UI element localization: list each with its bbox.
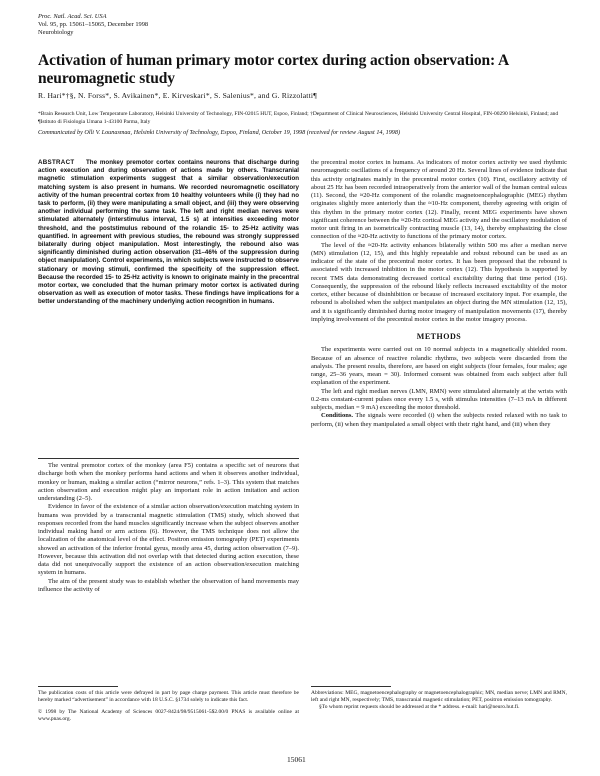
- section-name: Neurobiology: [38, 29, 74, 36]
- abstract-label: ABSTRACT: [38, 159, 75, 166]
- volume-line: Vol. 95, pp. 15061–15065, December 1998: [38, 21, 149, 28]
- methods-paragraph: The experiments were carried out on 10 normal subjects in a magnetically shielded room. Because of an absence of reactive rolandic rhythms, two subjects were discarded from the analysis. The present results, therefore, are based on eight subjects (four females, four males; age range, 25–36 years, mean = 30). Informed consent was obtained from each subject after full explanation of the experiment.: [311, 346, 567, 387]
- abstract-text: The monkey premotor cortex contains neurons that discharge during action execution and during observation of actions made by others. Transcranial magnetic stimulation experiments suggest that a similar observation/execution matching system is also present in humans. We recorded neuromagnetic oscillatory activity of the human precentral cortex from 10 healthy volunteers while (i) they had no task to perform, (ii) they were manipulating a small object, and (iii) they were observing another individual performing the same task. The left and right median nerves were stimulated alternately (interstimulus interval, 1.5 s) at intensities exceeding motor threshold, and the poststimulus rebound of the rolandic 15- to 25-Hz activity was quantified. In agreement with previous studies, the rebound was strongly suppressed bilaterally during object manipulation. Most interestingly, the rebound also was significantly diminished during action observation (31–46% of the suppression during object manipulation). Control experiments, in which subjects were instructed to observe stationary or moving stimuli, confirmed the specificity of the suppression effect. Because the recorded 15- to 25-Hz activity is known to originate mainly in the precentral motor cortex, we concluded that the human primary motor cortex is activated during observation as well as execution of motor tasks. These findings have implications for a better understanding of the machinery underlying action recognition in humans.: [38, 159, 299, 306]
- journal-name: Proc. Natl. Acad. Sci. USA: [38, 13, 107, 20]
- methods-paragraph: The left and right median nerves (LMN, RMN) were stimulated alternately at the wrists with 0.2-ms constant-current pulses once every 1.5 s, with stimulus intensities (7–13 mA in different subjects, median = 9 mA) exceeding the motor threshold.: [311, 387, 567, 411]
- body-paragraph: The level of the ≈20-Hz activity enhances bilaterally within 500 ms after a median nerve (MN) stimulation (12, 15), and this highly repeatable and robust rebound can be used as an indicator of the state of the precentral motor cortex. It has been proposed that the rebound is associated with increased inhibition in the motor cortex (12). This hypothesis is supported by recent TMS data demonstrating decreased cortical excitability during that time period (16). Consequently, the suppression of the rebound likely reflects increased excitability of the motor cortex, either because of disinhibition or because of increased excitatory input. For example, the rebound is abolished when the subject manipulates an object during the MN stimulation (12, 15), and it is significantly diminished during motor imagery of manipulation movements (17), thereby implying involvement of the precentral motor cortex in the motor imagery process.: [311, 241, 567, 323]
- body-paragraph: The ventral premotor cortex of the monkey (area F5) contains a specific set of neurons that discharge both when the monkey performs hand actions and when it observes another individual, monkey or human, making a similar action (“mirror neurons,” refs. 1–3). This system that matches action observation and execution might play an important role in action imitation and action understanding (2–5).: [38, 462, 299, 502]
- conditions-label: Conditions.: [321, 412, 353, 420]
- body-paragraph: the precentral motor cortex in humans. As indicators of motor cortex activity we used rhythmic neuromagnetic oscillations of a frequency of around 20 Hz. Several lines of evidence indicate that this activity originates mainly in the precentral motor cortex (10). First, oscillatory activity of about 25 Hz has been recorded intraoperatively from the anterior wall of the human central sulcus (11). Second, the ≈20-Hz component of the rolandic magnetoencephalographic (MEG) rhythm originates slightly more anteriorly than the ≈10-Hz component, thereby agreeing with origin of this rhythm in the primary motor cortex (12). Finally, recent MEG experiments have shown significant coherence between the ≈20-Hz cortical MEG activity and the oscillatory modulation of motor unit firing in an isometrically contracting muscle (13, 14), thereby emphasizing the close connection of the ≈20-Hz activity to functions of the primary motor cortex.: [311, 159, 567, 241]
- conditions-text: The signals were recorded (i) when the subjects rested relaxed with no task to perform, (ii) when they manipulated a small object with their right hand, and (iii) when they: [311, 412, 567, 428]
- footnote-left: [38, 690, 299, 723]
- body-paragraph: Evidence in favor of the existence of a similar action observation/execution matching system in humans was provided by a transcranial magnetic stimulation (TMS) study, which showed that responses recorded from the hand muscles significantly increase when the subject observes another individual making hand or arm actions (6). However, the TMS technique does not allow the localization of the anatomical level of the effect. Positron emission tomography (PET) experiments showed an activation of the inferior frontal gyrus, mostly area 45, during action observation (7–9). However, because this activation did not overlap with that detected during action execution, these data did not unequivocally support the existence of an action observation/execution matching system in humans.: [38, 503, 299, 577]
- page-number: 15061: [287, 755, 306, 764]
- abstract-divider: [38, 458, 299, 459]
- abstract: [38, 159, 299, 307]
- reprint-footnote: §To whom reprint requests should be addressed at the * address. e-mail: hari@neuro.hut.fi.: [319, 704, 520, 711]
- right-column: [311, 159, 567, 429]
- affiliations: *Brain Research Unit, Low Temperature Laboratory, Helsinki University of Technology, FIN-02015 HUT, Espoo, Finland; †Department of Clinical Neurosciences, Helsinki University Central Hospital, FIN-00290 Helsinki, Finland; and ¶Istituto di Fisiologia Umana 1-43100 Parma, Italy: [38, 111, 559, 125]
- journal-header: [38, 13, 148, 37]
- copyright-footnote: © 1998 by The National Academy of Sciences 0027-8424/98/9515061-5$2.00/0 PNAS is available online at www.pnas.org.: [38, 709, 299, 723]
- intro-left-column: [38, 462, 299, 594]
- conditions-paragraph: [311, 412, 567, 429]
- footnote-divider-right: [311, 686, 391, 687]
- footnote-divider-left: [38, 686, 118, 687]
- author-list: R. Hari*†§, N. Forss*, S. Avikainen*, E. Kirveskari*, S. Salenius*, and G. Rizzolatti¶: [38, 91, 317, 100]
- cost-footnote: The publication costs of this article were defrayed in part by page charge payment. This article must therefore be hereby marked “advertisement” in accordance with 18 U.S.C. §1734 solely to indicate this fact.: [38, 690, 299, 704]
- communicated-line: Communicated by Olli V. Lounasmaa, Helsinki University of Technology, Espoo, Finland, October 19, 1998 (received for review August 14, 1998): [38, 129, 401, 136]
- paper-title: Activation of human primary motor cortex during action observation: A neuromagnetic study: [38, 52, 509, 87]
- body-paragraph: The aim of the present study was to establish whether the observation of hand movements may influence the activity of: [38, 577, 299, 593]
- abbreviations-footnote: Abbreviations: MEG, magnetoencephalography or magnetoencephalographic; MN, median nerve; LMN and RMN, left and right MN, respectively; TMS, transcranial magnetic stimulation; PET, positron emission tomography.: [311, 690, 567, 704]
- methods-heading: METHODS: [416, 332, 462, 341]
- footnote-right: [311, 690, 567, 711]
